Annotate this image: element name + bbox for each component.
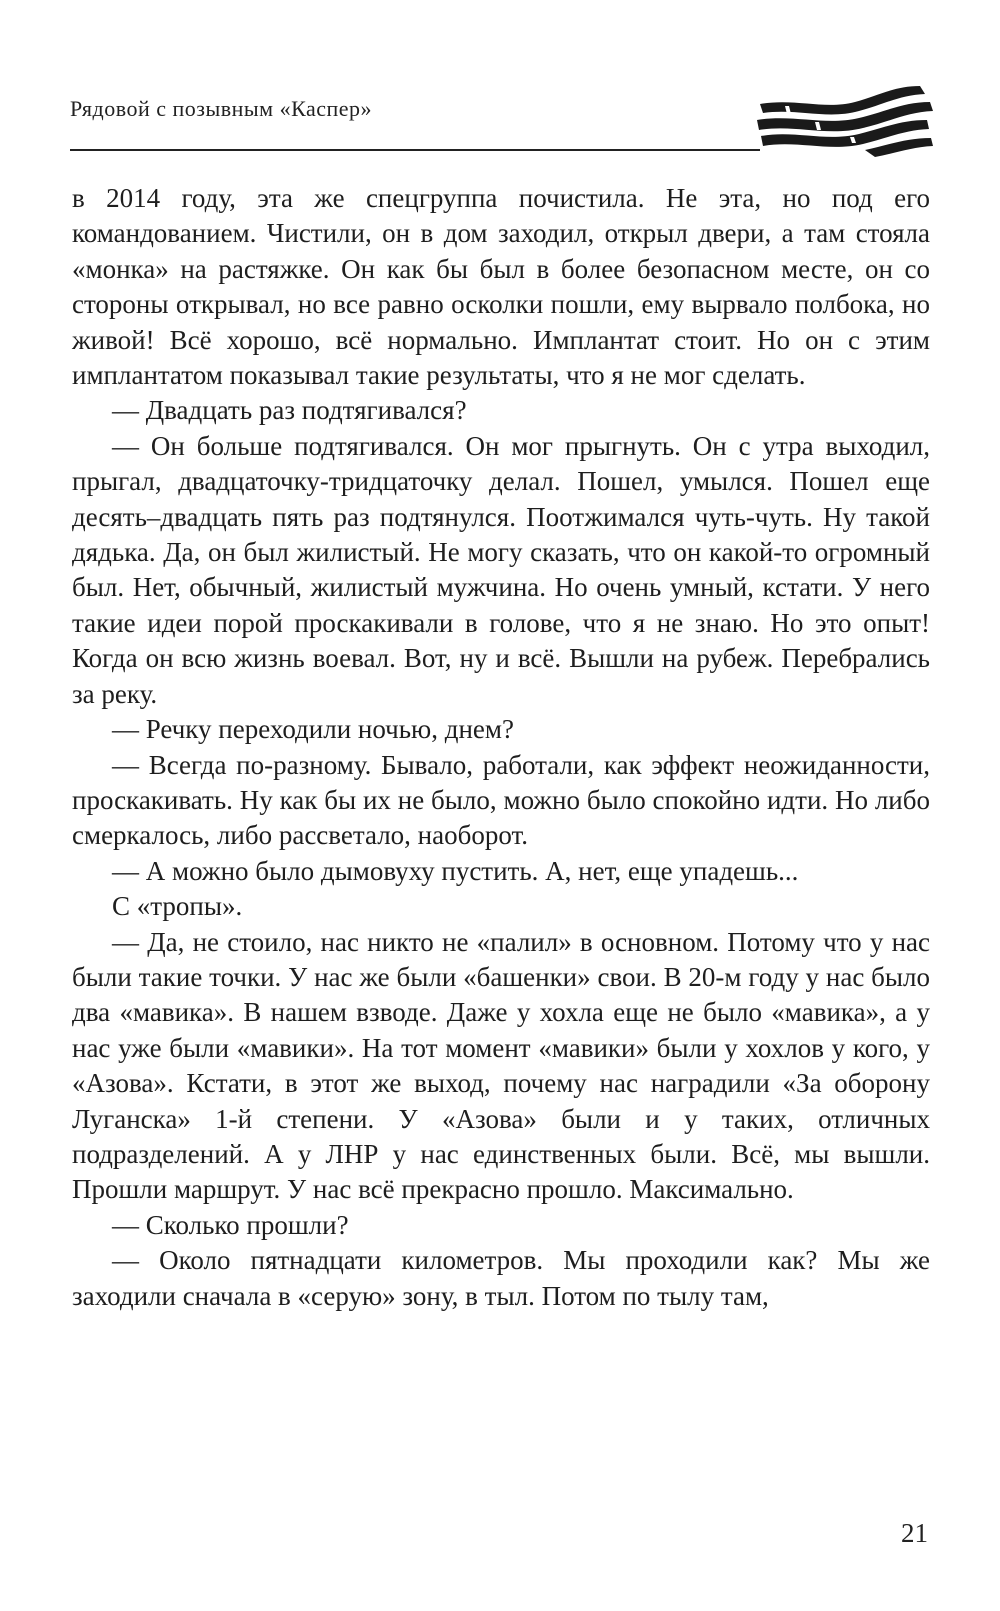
striped-ribbon-icon: [755, 80, 935, 160]
paragraph: — Речку переходили ночью, днем?: [112, 714, 514, 745]
paragraph: — Двадцать раз подтягивался?: [112, 395, 467, 426]
body-text: [72, 181, 930, 1314]
running-head-title: Рядовой с позывным «Каспер»: [70, 96, 373, 121]
paragraph: — Он больше подтягивался. Он мог прыгнуть. Он с утра выходил, прыгал, двадцаточку-тридцаточку делал. Пошел, умылся. Пошел еще десять–двадцать пять раз подтянулся. Поотжимался чуть-чуть. Ну такой дядька. Да, он был жилистый. Не могу сказать, что он какой-то огромный был. Нет, обычный, жилистый мужчина. Но очень умный, кстати. У него такие идеи порой проскакивали в голове, что я не знаю. Но это опыт! Когда он всю жизнь воевал. Вот, ну и всё. Вышли на рубеж. Перебрались за реку.: [72, 430, 930, 709]
paragraph: С «тропы».: [112, 891, 243, 922]
paragraph: — Около пятнадцати километров. Мы проходили как? Мы же заходили сначала в «серую» зону, в тыл. Потом по тылу там,: [72, 1245, 930, 1311]
header-rule: [70, 149, 760, 151]
paragraph: — Всегда по-разному. Бывало, работали, как эффект неожиданности, проскакивать. Ну как бы их не было, можно было спокойно идти. Но либо смеркалось, либо рассветало, наоборот.: [72, 749, 930, 851]
paragraph: — Сколько прошли?: [112, 1209, 349, 1240]
paragraph: — Да, не стоило, нас никто не «палил» в основном. Потому что у нас были такие точки. У нас же были «башенки» свои. В 20-м году у нас было два «мавика». В нашем взводе. Даже у хохла еще не было «мавика», а у нас уже были «мавики». На тот момент «мавики» были у хохлов у кого, у «Азова». Кстати, в этот же выход, почему нас наградили «За оборону Луганска» 1-й степени. У «Азова» были и у таких, отличных подразделений. А у ЛНР у нас единственных были. Всё, мы вышли. Прошли маршрут. У нас всё прекрасно прошло. Максимально.: [72, 926, 930, 1205]
paragraph: в 2014 году, эта же спецгруппа почистила. Не эта, но под его командованием. Чистили, он в дом заходил, открыл двери, а там стояла «монка» на растяжке. Он как бы был в более безопасном месте, он со стороны открывал, но все равно осколки пошли, ему вырвало полбока, но живой! Всё хорошо, всё нормально. Имплантат стоит. Но он с этим имплантатом показывал такие результаты, что я не мог сделать.: [72, 183, 930, 391]
page-number: 21: [901, 1518, 928, 1548]
paragraph: — А можно было дымовуху пустить. А, нет, еще упадешь...: [112, 855, 799, 886]
